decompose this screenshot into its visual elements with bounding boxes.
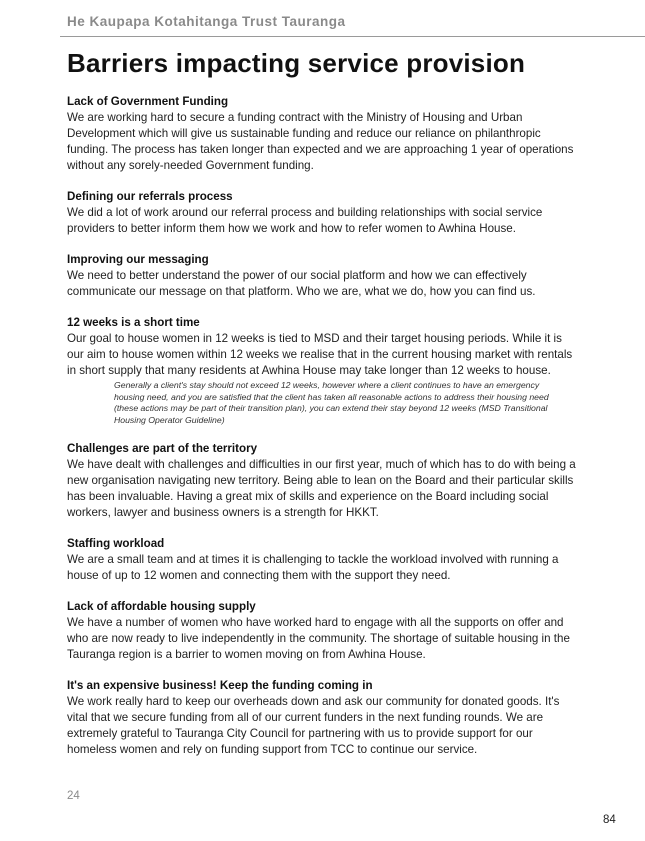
section-housing-supply bbox=[67, 599, 577, 663]
section-body: We have dealt with challenges and difficulties in our first year, much of which has to do with being a new organisation navigating new territory. Being able to lean on the Board and their particular skills has been invaluable. Having a great mix of skills and experience on the Board including social workers, lawyer and business owners is a strength for HKKT. bbox=[67, 458, 576, 520]
section-challenges bbox=[67, 441, 577, 521]
section-body: Our goal to house women in 12 weeks is tied to MSD and their target housing periods. While it is our aim to house women within 12 weeks we realise that in the current housing market with rentals in short supply that many residents at Awhina House may take longer than 12 weeks to house. bbox=[67, 332, 573, 377]
section-staffing bbox=[67, 536, 577, 584]
section-heading: Improving our messaging bbox=[67, 253, 209, 266]
section-12-weeks bbox=[67, 315, 577, 426]
section-body: We are a small team and at times it is challenging to tackle the workload involved with running a house of up to 12 women and connecting them with the support they need. bbox=[67, 553, 559, 583]
section-heading: Defining our referrals process bbox=[67, 190, 233, 203]
section-body: We did a lot of work around our referral process and building relationships with social service providers to better inform them how we work and how to refer women to Awhina House. bbox=[67, 206, 543, 235]
section-body: We work really hard to keep our overheads down and ask our community for donated goods. It's vital that we secure funding from all of our current funders in the next funding rounds. We are extremely grateful to Tauranga City Council for partnering with us to provide support for our homeless women and rely on funding support from TCC to continue our service. bbox=[67, 695, 560, 757]
section-heading: Challenges are part of the territory bbox=[67, 442, 258, 456]
content bbox=[67, 94, 577, 773]
page-number-inner: 24 bbox=[67, 790, 80, 802]
page-number-outer: 84 bbox=[603, 814, 616, 826]
section-heading: It's an expensive business! Keep the funding coming in bbox=[67, 679, 373, 693]
section-heading: 12 weeks is a short time bbox=[67, 316, 200, 329]
header-divider bbox=[60, 36, 645, 37]
section-government-funding bbox=[67, 94, 577, 174]
section-funding bbox=[67, 678, 577, 758]
org-header: He Kaupapa Kotahitanga Trust Tauranga bbox=[67, 14, 346, 29]
page-title: Barriers impacting service provision bbox=[67, 48, 526, 78]
section-body: We need to better understand the power of our social platform and how we can effectively communicate our message on that platform. Who we are, what we do, how you can find us. bbox=[67, 269, 536, 298]
section-heading: Lack of affordable housing supply bbox=[67, 600, 256, 614]
section-heading: Staffing workload bbox=[67, 537, 165, 551]
section-referrals-process bbox=[67, 189, 577, 237]
section-heading: Lack of Government Funding bbox=[67, 95, 229, 108]
section-body: We are working hard to secure a funding contract with the Ministry of Housing and Urban Development which will give us sustainable funding and reduce our reliance on philanthropic funding. The process has taken longer than expected and we are approaching 1 year of operations without any sorely-needed Government funding. bbox=[67, 111, 574, 172]
section-messaging bbox=[67, 252, 577, 300]
section-body: We have a number of women who have worked hard to engage with all the supports on offer and who are now ready to live independently in the community. The shortage of suitable housing in the Tauranga region is a barrier to women moving on from Awhina House. bbox=[67, 616, 570, 662]
guideline-quote: Generally a client's stay should not exceed 12 weeks, however where a client continues to have an emergency housing need, and you are satisfied that the client has taken all reasonable actions to address their housing need (these actions may be part of their transition plan), you can extend their stay beyond 12 weeks (MSD Transitional Housing Operator Guideline) bbox=[114, 380, 549, 425]
